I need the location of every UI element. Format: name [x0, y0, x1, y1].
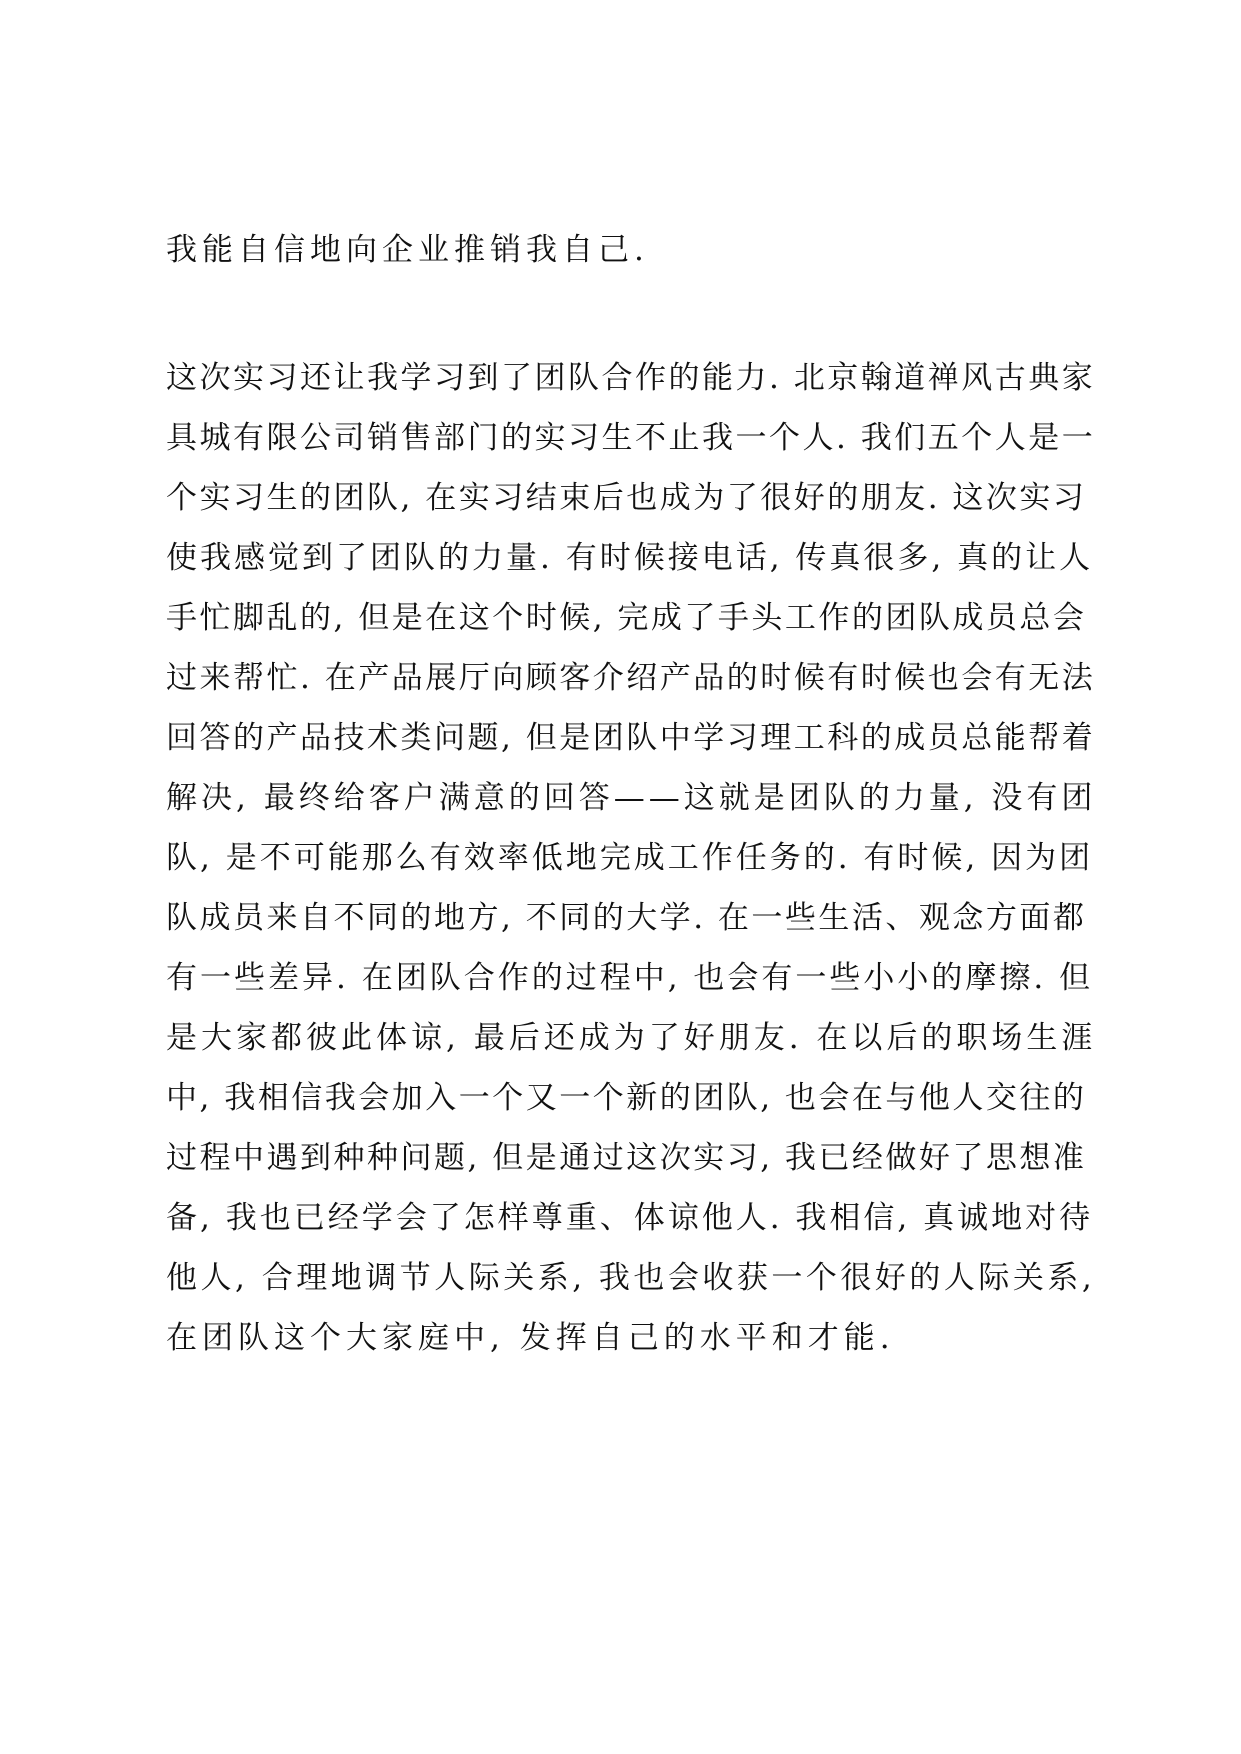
paragraph-2-line-8: 解决, 最终给客户满意的回答——这就是团队的力量, 没有团: [166, 780, 1097, 816]
paragraph-2-line-15: 备, 我也已经学会了怎样尊重、体谅他人. 我相信, 真诚地对待: [166, 1200, 1094, 1236]
paragraph-1-line-1: 我能自信地向企业推销我自己.: [166, 232, 649, 268]
paragraph-2-line-1: 这次实习还让我学习到了团队合作的能力. 北京翰道禅风古典家: [166, 360, 1096, 396]
paragraph-2-line-10: 队成员来自不同的地方, 不同的大学. 在一些生活、观念方面都: [166, 900, 1087, 936]
paragraph-2-line-16: 他人, 合理地调节人际关系, 我也会收获一个很好的人际关系,: [166, 1260, 1096, 1296]
paragraph-2-line-5: 手忙脚乱的, 但是在这个时候, 完成了手头工作的团队成员总会: [166, 600, 1087, 636]
paragraph-2-line-11: 有一些差异. 在团队合作的过程中, 也会有一些小小的摩擦. 但: [166, 960, 1094, 996]
paragraph-2-line-12: 是大家都彼此体谅, 最后还成为了好朋友. 在以后的职场生涯: [166, 1020, 1097, 1056]
paragraph-2-line-7: 回答的产品技术类问题, 但是团队中学习理工科的成员总能帮着: [166, 720, 1096, 756]
paragraph-2-line-3: 个实习生的团队, 在实习结束后也成为了很好的朋友. 这次实习: [166, 480, 1087, 516]
paragraph-2-line-2: 具城有限公司销售部门的实习生不止我一个人. 我们五个人是一: [166, 420, 1096, 456]
paragraph-2-line-6: 过来帮忙. 在产品展厅向顾客介绍产品的时候有时候也会有无法: [166, 660, 1096, 696]
paragraph-2-line-13: 中, 我相信我会加入一个又一个新的团队, 也会在与他人交往的: [166, 1080, 1087, 1116]
paragraph-2-line-9: 队, 是不可能那么有效率低地完成工作任务的. 有时候, 因为团: [166, 840, 1094, 876]
paragraph-2-line-14: 过程中遇到种种问题, 但是通过这次实习, 我已经做好了思想准: [166, 1140, 1087, 1176]
paragraph-2-line-4: 使我感觉到了团队的力量. 有时候接电话, 传真很多, 真的让人: [166, 540, 1094, 576]
paragraph-2-line-17: 在团队这个大家庭中, 发挥自己的水平和才能.: [166, 1320, 895, 1356]
